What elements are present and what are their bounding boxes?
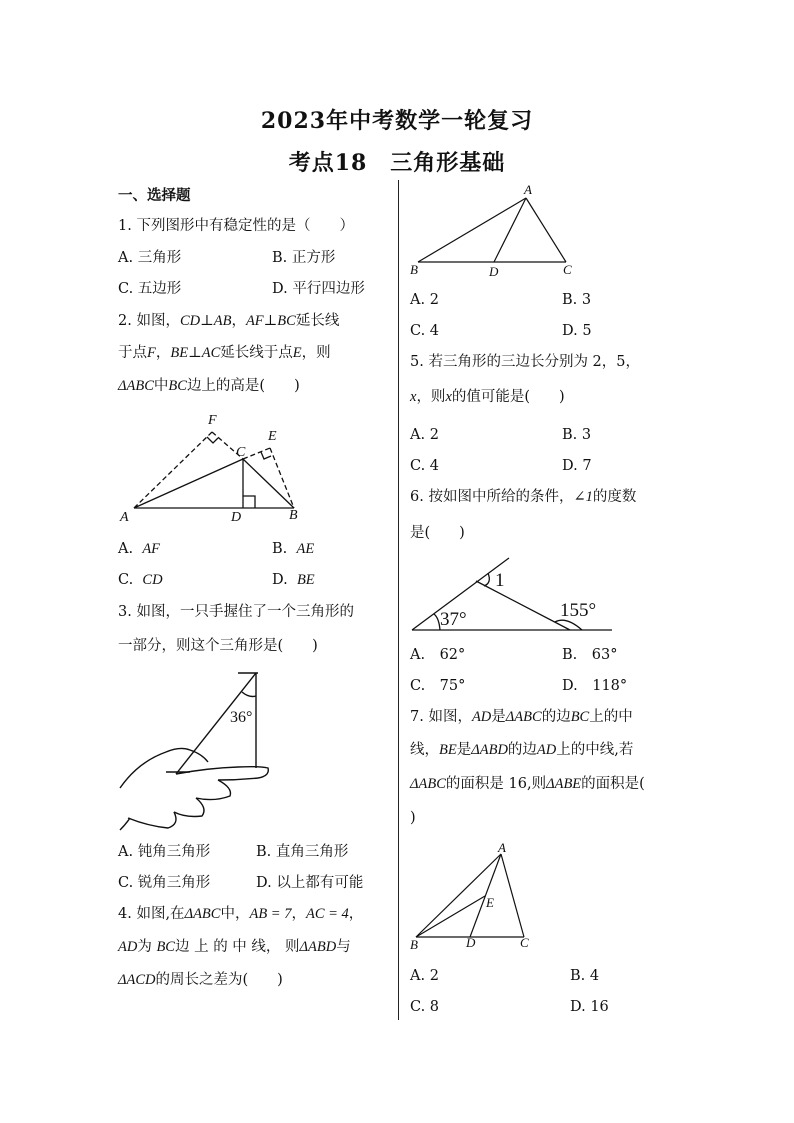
q4-option-a: A. 2: [410, 292, 439, 308]
q7-label-a: A: [498, 840, 506, 855]
q4-option-b: B. 3: [562, 292, 592, 308]
q7-option-b: B. 4: [570, 968, 600, 984]
q7-label-e: E: [486, 895, 494, 910]
q2-stem-line3: [118, 376, 300, 396]
q2-side-cb: [243, 459, 294, 508]
q1-option-d: D. 平行四边形: [272, 281, 365, 297]
q2-text: 延长线于点: [220, 345, 293, 361]
q2-side-ac: [134, 459, 243, 508]
hand-icon: [120, 748, 268, 830]
q3-angle-arc: [242, 692, 256, 697]
q1-option-c: C. 五边形: [118, 281, 182, 297]
q2-option-c: C. CD: [118, 572, 163, 588]
q2-label-b: B: [289, 508, 298, 523]
column-divider: [398, 180, 399, 1020]
q5-option-d: D. 7: [562, 458, 592, 474]
q2-label-d: D: [231, 510, 242, 525]
q2-cond-2: AF⊥BC: [245, 313, 296, 329]
q1-option-b: B. 正方形: [272, 250, 336, 266]
q2-text: ，: [155, 345, 171, 361]
q6-option-d: D. 118°: [562, 678, 628, 694]
q3-stem-line1: 3. 如图，一只手握住了一个三角形的: [118, 604, 354, 620]
q6-label-angle-1: 1: [495, 570, 505, 591]
page-title: 2023年中考数学一轮复习: [260, 108, 534, 134]
q2-stem-line1: [118, 311, 339, 331]
q4-label-a: A: [524, 182, 532, 197]
q7-stem-line3: ΔABC的面积是 16,则ΔABE的面积是(: [410, 776, 645, 792]
q4-stem-line1: 4. 如图,在ΔABC中，AB = 7，AC = 4，: [118, 906, 364, 922]
q2-point-f: F: [147, 345, 156, 361]
q5-stem-line2: x，则x的值可能是( ): [410, 389, 565, 405]
q7-figure: [406, 840, 541, 955]
q2-right-angle-e: [261, 452, 271, 459]
q2-option-d: D. BE: [272, 572, 315, 588]
q6-label-155: 155°: [560, 600, 597, 621]
q5-stem-line1: 5. 若三角形的三边长分别为 2，5，: [410, 354, 641, 370]
q3-figure-hand-triangle: [118, 668, 278, 834]
q7-label-b: B: [410, 937, 418, 952]
q3-option-a: A. 钝角三角形: [118, 844, 211, 860]
q2-text: ，则: [301, 345, 331, 361]
q5-option-c: C. 4: [410, 458, 440, 474]
q3-stem-line2: 一部分，则这个三角形是( ): [118, 638, 318, 654]
q4-figure: [406, 182, 586, 278]
q6-label-37: 37°: [440, 609, 467, 630]
q7-stem-line1: 7. 如图，AD是ΔABC的边BC上的中: [410, 709, 633, 725]
q3-option-b: B. 直角三角形: [256, 844, 349, 860]
q2-text: 于点: [118, 345, 147, 361]
q7-median-be: [416, 896, 485, 937]
q2-label-c: C: [236, 445, 246, 460]
q5-option-a: A. 2: [410, 427, 439, 443]
q4-option-c: C. 4: [410, 323, 440, 339]
q2-text: 边上的高是( ): [186, 378, 300, 394]
q2-label-e: E: [268, 429, 277, 444]
q2-point-e: E: [292, 345, 302, 361]
q4-stem-line2: AD为 BC边 上 的 中 线， 则ΔABD与: [118, 939, 351, 955]
q2-label-a: A: [120, 510, 129, 525]
q3-option-c: C. 锐角三角形: [118, 875, 211, 891]
q2-triangle: ΔABC: [118, 378, 154, 394]
q7-option-c: C. 8: [410, 999, 440, 1015]
q2-text: 2. 如图，: [118, 313, 180, 329]
q7-label-d: D: [466, 935, 476, 950]
section-heading: 一、选择题: [118, 187, 191, 204]
q4-label-d: D: [489, 264, 499, 278]
q2-stem-line2: [118, 343, 331, 363]
q6-stem-line1: 6. 按如图中所给的条件，∠1的度数: [410, 489, 637, 505]
q2-text: 延长线: [295, 313, 340, 329]
q2-label-f: F: [208, 413, 217, 428]
q6-figure: [406, 554, 616, 636]
q1-option-a: A. 三角形: [118, 250, 182, 266]
q3-angle-label: 36°: [230, 709, 253, 726]
q7-side-ac: [501, 854, 524, 937]
q4-label-c: C: [563, 262, 572, 277]
page-subtitle: 考点18 三角形基础: [288, 150, 506, 176]
q2-text: ，: [231, 313, 246, 329]
q2-figure: [112, 408, 312, 528]
q2-text: 中: [153, 378, 169, 394]
q6-option-b: B. 63°: [562, 647, 618, 663]
q4-label-b: B: [410, 262, 418, 277]
q2-option-b: B. AE: [272, 541, 315, 557]
q7-option-d: D. 16: [570, 999, 609, 1015]
q7-option-a: A. 2: [410, 968, 439, 984]
q2-cond-3: BE⊥AC: [170, 345, 221, 361]
q6-side-right: [476, 581, 570, 630]
q3-option-d: D. 以上都有可能: [256, 875, 364, 891]
q6-option-a: A. 62°: [410, 647, 466, 663]
q2-cond-1: CD⊥AB: [179, 313, 232, 329]
q2-segment: BC: [168, 378, 187, 394]
q7-label-c: C: [520, 935, 529, 950]
q2-right-angle-d: [243, 496, 255, 508]
q4-side-ac: [526, 198, 566, 262]
q2-right-angle-f: [207, 437, 218, 443]
q6-stem-line2: 是( ): [410, 525, 465, 541]
q6-option-c: C. 75°: [410, 678, 466, 694]
q2-option-a: A. AF: [118, 541, 161, 557]
q4-option-d: D. 5: [562, 323, 592, 339]
q7-stem-line4: ): [410, 810, 416, 826]
q1-stem: 1. 下列图形中有稳定性的是（ ）: [118, 218, 354, 234]
q5-option-b: B. 3: [562, 427, 592, 443]
q7-stem-line2: 线，BE是ΔABD的边AD上的中线,若: [410, 742, 634, 758]
q4-stem-line3: ΔACD的周长之差为( ): [118, 972, 283, 988]
